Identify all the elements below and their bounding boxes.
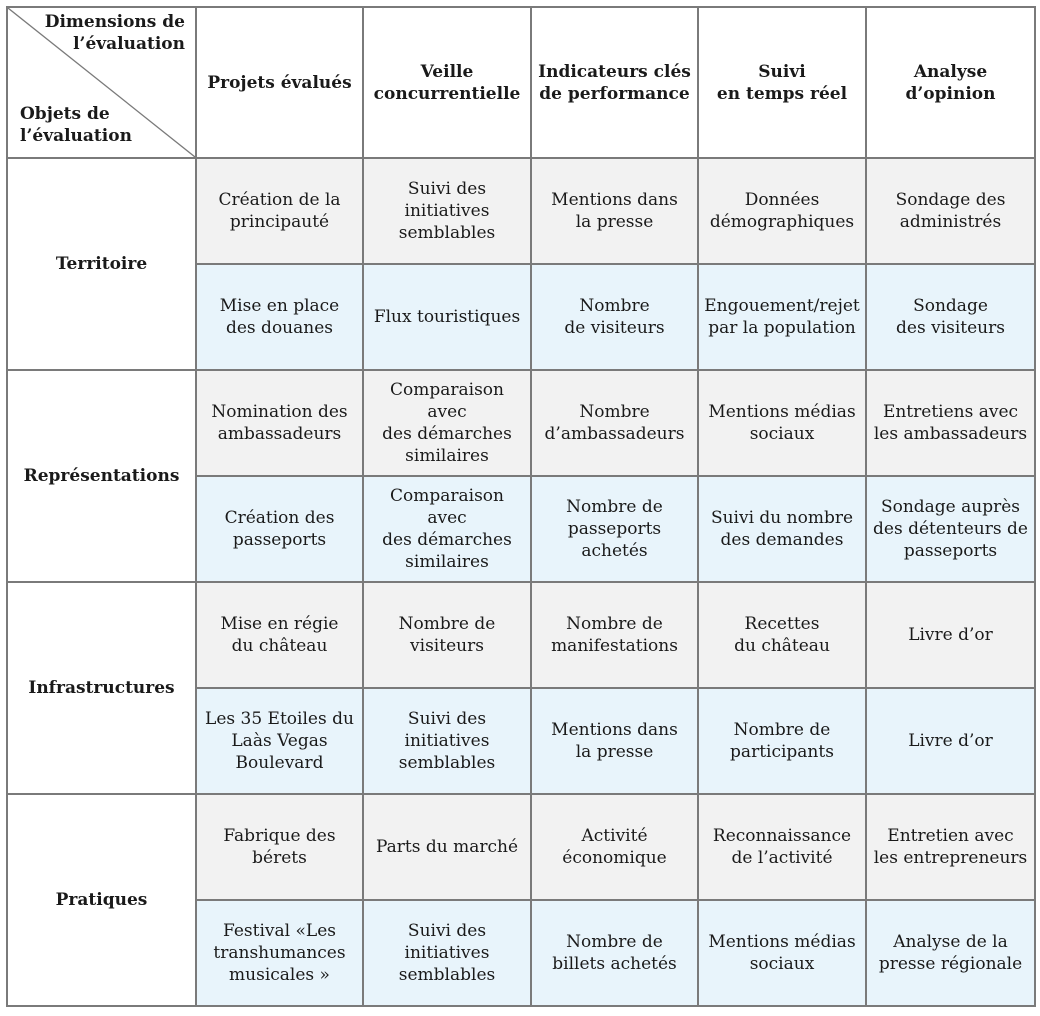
table-cell: Nombre de visiteurs [363, 582, 531, 688]
table-cell: Livre d’or [866, 582, 1035, 688]
table-cell: Données démographiques [698, 158, 866, 264]
table-cell: Flux touristiques [363, 264, 531, 370]
table-row [7, 794, 1035, 900]
table-cell: Mise en régie du château [196, 582, 363, 688]
column-header-projets: Projets évalués [196, 7, 363, 158]
column-header-veille: Veille concurrentielle [363, 7, 531, 158]
corner-header [7, 7, 196, 158]
category-cell: Infrastructures [7, 582, 196, 794]
table-cell: Sondage des visiteurs [866, 264, 1035, 370]
column-header-suivi: Suivi en temps réel [698, 7, 866, 158]
objects-label: Objets de l’évaluation [20, 104, 132, 146]
table-cell: Mise en place des douanes [196, 264, 363, 370]
table-cell: Nomination des ambassadeurs [196, 370, 363, 476]
table-cell: Activité économique [531, 794, 698, 900]
table-cell: Nombre de manifestations [531, 582, 698, 688]
table-cell: Nombre de passeports achetés [531, 476, 698, 582]
table-cell: Nombre de visiteurs [531, 264, 698, 370]
header-row [7, 7, 1035, 158]
table-cell: Nombre d’ambassadeurs [531, 370, 698, 476]
table-cell: Comparaison avec des démarches similaires [363, 370, 531, 476]
table-cell: Festival «Les transhumances musicales » [196, 900, 363, 1006]
table-cell: Création de la principauté [196, 158, 363, 264]
category-cell: Représentations [7, 370, 196, 582]
table-cell: Les 35 Etoiles du Laàs Vegas Boulevard [196, 688, 363, 794]
table-cell: Fabrique des bérets [196, 794, 363, 900]
table-cell: Parts du marché [363, 794, 531, 900]
table-row [7, 370, 1035, 476]
dimensions-label: Dimensions de l’évaluation [44, 12, 185, 54]
table-cell: Recettes du château [698, 582, 866, 688]
evaluation-matrix [6, 6, 1036, 1007]
table-row [7, 582, 1035, 688]
table-cell: Mentions médias sociaux [698, 900, 866, 1006]
table-cell: Entretien avec les entrepreneurs [866, 794, 1035, 900]
table-cell: Entretiens avec les ambassadeurs [866, 370, 1035, 476]
table-cell: Mentions dans la presse [531, 688, 698, 794]
table-cell: Nombre de billets achetés [531, 900, 698, 1006]
table-cell: Sondage auprès des détenteurs de passeports [866, 476, 1035, 582]
category-cell: Pratiques [7, 794, 196, 1006]
table-cell: Création des passeports [196, 476, 363, 582]
table-cell: Reconnaissance de l’activité [698, 794, 866, 900]
column-header-indicateurs: Indicateurs clés de performance [531, 7, 698, 158]
table-cell: Comparaison avec des démarches similaires [363, 476, 531, 582]
table-cell: Sondage des administrés [866, 158, 1035, 264]
table-cell: Suivi des initiatives semblables [363, 158, 531, 264]
table-cell: Suivi des initiatives semblables [363, 900, 531, 1006]
table-cell: Mentions médias sociaux [698, 370, 866, 476]
column-header-analyse: Analyse d’opinion [866, 7, 1035, 158]
table-cell: Nombre de participants [698, 688, 866, 794]
table-row [7, 158, 1035, 264]
table-cell: Mentions dans la presse [531, 158, 698, 264]
table-cell: Suivi du nombre des demandes [698, 476, 866, 582]
table-cell: Livre d’or [866, 688, 1035, 794]
table-cell: Analyse de la presse régionale [866, 900, 1035, 1006]
category-cell: Territoire [7, 158, 196, 370]
table-cell: Engouement/rejet par la population [698, 264, 866, 370]
table-cell: Suivi des initiatives semblables [363, 688, 531, 794]
